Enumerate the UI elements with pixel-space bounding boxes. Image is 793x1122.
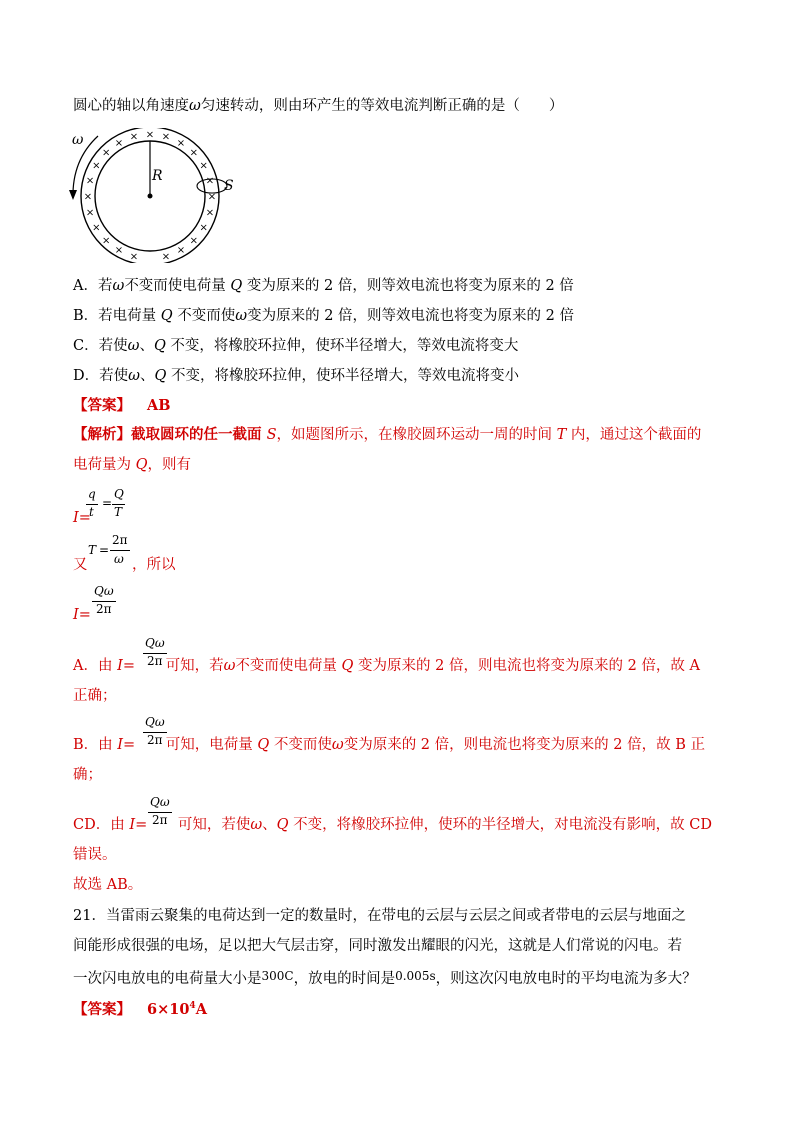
eq1-den-2: T bbox=[114, 505, 123, 519]
cd1-s2: Q bbox=[276, 817, 289, 833]
b1-den: 2π bbox=[147, 733, 163, 747]
eq2-bar bbox=[110, 550, 130, 551]
b1-t2: 可知，电荷量 bbox=[161, 737, 258, 753]
answer-1-label: 【答案】 bbox=[73, 397, 131, 414]
analysis-cd-line-2: 错误。 bbox=[73, 847, 117, 863]
ring-cross: × bbox=[145, 129, 155, 141]
eq1-num-1: q bbox=[88, 487, 96, 501]
ring-cross: × bbox=[83, 191, 93, 203]
analysis-conclusion: 故选 AB。 bbox=[73, 877, 143, 893]
option-c bbox=[73, 336, 518, 356]
ring-cross: × bbox=[102, 147, 111, 159]
eq1-lhs: I= bbox=[73, 510, 91, 526]
label-omega: ω bbox=[72, 132, 84, 148]
ring-figure bbox=[68, 128, 243, 263]
stem-omega: ω bbox=[189, 98, 201, 114]
analysis-a-line-1 bbox=[73, 656, 700, 676]
eq3-num: Qω bbox=[94, 584, 114, 598]
option-b-s1: Q bbox=[160, 308, 173, 324]
analysis-l1-t1: 【解析】截取圆环的任一截面 bbox=[73, 426, 267, 443]
eq2-post: ，所以 bbox=[132, 557, 176, 573]
analysis-l1-s2: T bbox=[556, 427, 567, 443]
option-a-s1: ω bbox=[112, 278, 125, 294]
option-b-s2: ω bbox=[235, 308, 248, 324]
label-s: S bbox=[224, 178, 234, 194]
a1-t3: 不变而使电荷量 bbox=[235, 658, 342, 674]
ring-cross: × bbox=[205, 175, 215, 187]
option-a-t1: A．若 bbox=[73, 278, 113, 294]
option-b-t3: 变为原来的 2 倍，则等效电流也将变为原来的 2 倍 bbox=[247, 308, 574, 324]
analysis-l2-t2: ，则有 bbox=[147, 457, 191, 473]
b1-num: Qω bbox=[145, 715, 165, 729]
question-21-line-1: 21．当雷雨云聚集的电荷达到一定的数量时，在带电的云层与云层之间或者带电的云层与地面之 bbox=[73, 908, 686, 924]
ring-cross: × bbox=[129, 131, 139, 143]
option-b-t2: 不变而使 bbox=[172, 308, 236, 324]
cd1-num: Qω bbox=[150, 795, 170, 809]
analysis-l1-t3: 内，通过这个截面的 bbox=[566, 427, 702, 443]
option-c-t1: C．若使 bbox=[73, 338, 128, 354]
option-c-t2: 、 bbox=[139, 338, 154, 354]
question-stem bbox=[73, 96, 563, 116]
eq1-num-2: Q bbox=[114, 487, 124, 501]
ring-cross: × bbox=[161, 251, 171, 263]
cd1-den: 2π bbox=[152, 813, 168, 827]
center-dot bbox=[148, 194, 153, 199]
ring-cross: × bbox=[199, 222, 208, 234]
q21-l3-t2: ，放电的时间是 bbox=[293, 971, 396, 987]
answer-1 bbox=[73, 396, 171, 416]
analysis-l1-s1: S bbox=[266, 427, 277, 443]
ring-cross: × bbox=[102, 235, 111, 247]
cd1-t4: 不变，将橡胶环拉伸，使环的半径增大，对电流没有影响，故 CD bbox=[288, 817, 712, 833]
eq2-equals: = bbox=[99, 543, 110, 557]
answer-2-label: 【答案】 bbox=[73, 1001, 131, 1018]
answer-2-exp: 4 bbox=[189, 1001, 196, 1011]
b1-lhs: I= bbox=[117, 737, 136, 753]
analysis-l2-t1: 电荷量为 bbox=[73, 457, 136, 473]
q21-l3-t1: 一次闪电放电的电荷量大小是 bbox=[73, 971, 262, 987]
b1-s2: ω bbox=[331, 737, 344, 753]
answer-2-unit: A bbox=[195, 1001, 207, 1018]
ring-cross: × bbox=[189, 147, 198, 159]
b1-t1: B．由 bbox=[73, 737, 118, 753]
ring-cross: × bbox=[161, 131, 171, 143]
ring-cross: × bbox=[114, 245, 124, 257]
option-a-s2: Q bbox=[230, 278, 243, 294]
stem-text-2: 匀速转动，则由环产生的等效电流判断正确的是（ ） bbox=[200, 98, 564, 114]
analysis-l2-s1: Q bbox=[135, 457, 148, 473]
analysis-b-line-2: 确； bbox=[73, 767, 102, 783]
label-r: R bbox=[152, 168, 163, 184]
stem-text-1: 圆心的轴以角速度 bbox=[73, 98, 189, 114]
ring-cross: × bbox=[114, 137, 124, 149]
ring-cross: × bbox=[176, 137, 186, 149]
eq2-den: ω bbox=[114, 552, 124, 566]
cd1-t2: 可知，若使 bbox=[173, 817, 251, 833]
answer-2 bbox=[73, 996, 207, 1020]
option-c-t3: 不变，将橡胶环拉伸，使环半径增大，等效电流将变大 bbox=[165, 338, 519, 354]
ring-cross: × bbox=[176, 245, 186, 257]
cd1-s1: ω bbox=[250, 817, 263, 833]
a1-num: Qω bbox=[145, 636, 165, 650]
analysis-line-2 bbox=[73, 455, 191, 475]
eq1-den-1: t bbox=[89, 505, 94, 519]
option-d bbox=[73, 366, 519, 386]
eq1-equals: = bbox=[102, 496, 113, 510]
option-d-t1: D．若使 bbox=[73, 368, 129, 384]
ring-cross: × bbox=[85, 207, 95, 219]
option-b-t1: B．若电荷量 bbox=[73, 308, 161, 324]
ring-cross: × bbox=[189, 235, 198, 247]
eq2-num: 2π bbox=[112, 533, 128, 547]
eq2-pre: 又 bbox=[73, 557, 88, 573]
a1-den: 2π bbox=[147, 654, 163, 668]
a1-s1: ω bbox=[223, 658, 236, 674]
question-21-line-3 bbox=[73, 966, 697, 989]
cd1-t3: 、 bbox=[262, 817, 277, 833]
a1-t4: 变为原来的 2 倍，则电流也将变为原来的 2 倍，故 A bbox=[353, 658, 700, 674]
rotation-arrow-head bbox=[69, 190, 77, 200]
a1-s2: Q bbox=[341, 658, 354, 674]
cd1-lhs: I= bbox=[129, 817, 148, 833]
analysis-line-1 bbox=[73, 425, 701, 445]
eq3-den: 2π bbox=[96, 602, 112, 616]
a1-t1: A．由 bbox=[73, 658, 118, 674]
ring-cross: × bbox=[199, 160, 208, 172]
ring-cross: × bbox=[85, 175, 95, 187]
q21-charge-value: 300C bbox=[261, 969, 294, 983]
option-d-s2: Q bbox=[154, 368, 167, 384]
a1-lhs: I= bbox=[117, 658, 135, 674]
b1-t4: 变为原来的 2 倍，则电流也将变为原来的 2 倍，故 B 正 bbox=[343, 737, 705, 753]
cd1-t1: CD．由 bbox=[73, 817, 130, 833]
analysis-b-line-1 bbox=[73, 735, 705, 755]
question-21-line-2: 间能形成很强的电场，足以把大气层击穿，同时激发出耀眼的闪光，这就是人们常说的闪电。若 bbox=[73, 938, 682, 954]
option-a bbox=[73, 276, 574, 296]
ring-cross: × bbox=[92, 160, 101, 172]
option-a-t3: 变为原来的 2 倍，则等效电流也将变为原来的 2 倍 bbox=[242, 278, 574, 294]
option-d-s1: ω bbox=[128, 368, 140, 384]
option-a-t2: 不变而使电荷量 bbox=[124, 278, 231, 294]
option-d-t3: 不变，将橡胶环拉伸，使环半径增大，等效电流将变小 bbox=[166, 368, 519, 384]
q21-l3-t3: ，则这次闪电放电时的平均电流为多大？ bbox=[435, 971, 697, 987]
a1-t2: 可知，若 bbox=[160, 658, 224, 674]
option-b bbox=[73, 306, 574, 326]
analysis-a-line-2: 正确； bbox=[73, 688, 117, 704]
answer-2-base: 6×10 bbox=[147, 1001, 190, 1018]
ring-cross: × bbox=[129, 251, 139, 263]
analysis-cd-line-1 bbox=[73, 815, 712, 835]
analysis-l1-t2: ，如题图所示，在橡胶圆环运动一周的时间 bbox=[276, 427, 557, 443]
ring-cross: × bbox=[205, 207, 215, 219]
q21-time-value: 0.005s bbox=[395, 969, 436, 983]
ring-cross: × bbox=[207, 191, 217, 203]
eq3-lhs: I= bbox=[73, 607, 91, 623]
ring-cross: × bbox=[92, 222, 101, 234]
b1-t3: 不变而使 bbox=[269, 737, 332, 753]
option-c-s2: Q bbox=[153, 338, 166, 354]
option-c-s1: ω bbox=[127, 338, 140, 354]
answer-1-value: AB bbox=[147, 397, 171, 414]
b1-s1: Q bbox=[257, 737, 270, 753]
eq2-lhs: T bbox=[88, 543, 97, 557]
option-d-t2: 、 bbox=[139, 368, 155, 384]
